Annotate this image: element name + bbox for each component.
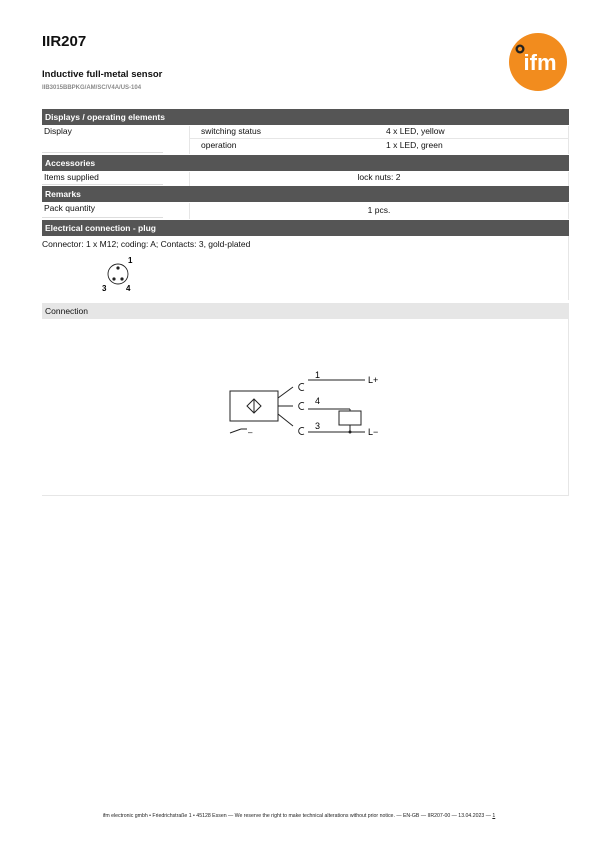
divider [568,126,569,154]
display-row-name: operation [201,140,237,150]
supply-label: L+ [368,375,379,385]
m12-pin-diagram [96,253,138,295]
divider [42,152,163,153]
divider [568,319,569,496]
section-remarks: Remarks [42,186,569,202]
divider [189,138,569,139]
article-number: IIB3015BBPKG/AM/SC/V4A/US-104 [42,85,142,91]
accessories-row [42,172,569,186]
display-row-value: 4 x LED, yellow [386,126,445,136]
items-supplied-label: Items supplied [44,172,99,182]
wiring-diagram [225,365,390,445]
divider [568,172,569,186]
product-subtitle: Inductive full-metal sensor [42,69,163,80]
connection-bar: Connection [42,303,569,319]
pin-label: 3 [102,284,107,293]
supply-label: L− [368,427,379,437]
pack-quantity-value: 1 pcs. [367,205,391,215]
remarks-row [42,203,569,219]
display-row-name: switching status [201,126,261,136]
page-number: 1 [492,813,496,819]
wire-label: 4 [315,396,321,406]
divider [42,184,163,185]
displays-rows [42,126,569,154]
switch-label: – [248,428,253,437]
product-title: IIR207 [42,33,87,50]
items-supplied-value: lock nuts: 2 [357,172,401,182]
logo-text: ifm [523,50,557,75]
wire-label: 1 [315,370,321,380]
divider [42,217,163,218]
section-accessories: Accessories [42,155,569,171]
section-electrical: Electrical connection - plug [42,220,569,236]
connector-description: Connector: 1 x M12; coding: A; Contacts: 3, gold-plated [42,239,251,249]
page-footer [0,813,598,819]
pin-label: 4 [126,284,131,293]
display-label: Display [44,126,72,136]
ifm-logo [509,33,567,91]
divider [189,126,190,154]
display-row-value: 1 x LED, green [386,140,443,150]
pin-label: 1 [128,256,133,265]
footer-text: ifm electronic gmbh • Friedrichstraße 1 • 45128 Essen — We reserve the right to make technical alterations without prior notice. — EN-GB — IIR207-00 — 13.04.2023 — [102,813,491,819]
wire-label: 3 [315,421,321,431]
pack-quantity-label: Pack quantity [44,203,96,213]
divider [42,495,569,496]
divider [568,236,569,300]
divider [568,203,569,219]
section-displays: Displays / operating elements [42,109,569,125]
